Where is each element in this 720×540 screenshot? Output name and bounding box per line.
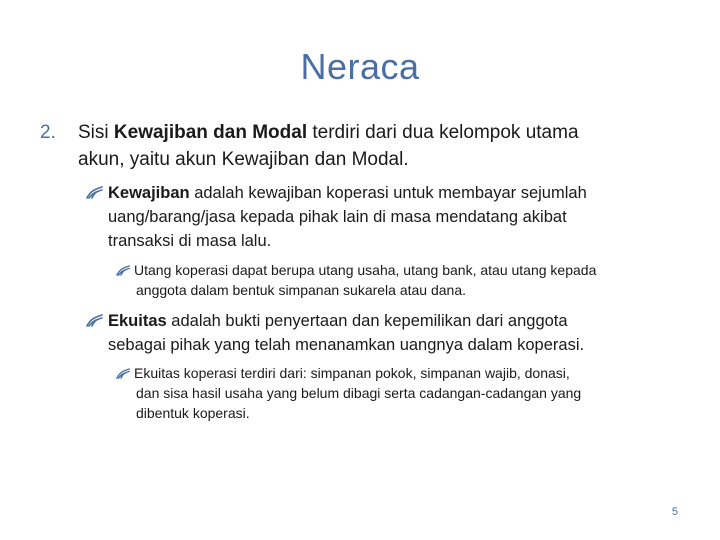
ekuitas-sub-line2: dan sisa hasil usaha yang belum dibagi serta cadangan-cadangan yang xyxy=(136,385,582,401)
kewajiban-line1: adalah kewajiban koperasi untuk membayar sejumlah xyxy=(189,184,587,202)
swirl-bullet-icon xyxy=(86,314,108,328)
ekuitas-sub-line1: Ekuitas koperasi terdiri dari: simpanan pokok, simpanan wajib, donasi, xyxy=(134,365,570,381)
item-text-line2: akun, yaitu akun Kewajiban dan Modal. xyxy=(78,149,409,170)
bullet-ekuitas xyxy=(86,309,696,357)
bullet-kewajiban xyxy=(86,181,696,253)
numbered-item xyxy=(40,119,680,173)
item-text-pre: Sisi xyxy=(78,122,114,143)
kewajiban-line3: transaksi di masa lalu. xyxy=(108,232,272,250)
item-number: 2. xyxy=(40,122,56,143)
ekuitas-term: Ekuitas xyxy=(108,312,167,330)
slide-title: Neraca xyxy=(300,46,420,87)
item-text xyxy=(78,119,680,173)
ekuitas-line1: adalah bukti penyertaan dan kepemilikan dari anggota xyxy=(166,312,568,330)
item-text-bold: Kewajiban dan Modal xyxy=(113,122,308,143)
ekuitas-line2: sebagai pihak yang telah menanamkan uangnya dalam koperasi. xyxy=(108,336,585,354)
page-number: 5 xyxy=(671,506,678,518)
swirl-bullet-icon xyxy=(86,186,108,200)
sub-bullet-ekuitas xyxy=(116,363,696,423)
kewajiban-line2: uang/barang/jasa kepada pihak lain di masa mendatang akibat xyxy=(108,208,567,226)
swirl-bullet-icon xyxy=(116,265,134,277)
utang-line1: Utang koperasi dapat berupa utang usaha, utang bank, atau utang kepada xyxy=(134,262,597,278)
ekuitas-sub-line3: dibentuk koperasi. xyxy=(136,405,250,421)
swirl-bullet-icon xyxy=(116,368,134,380)
utang-line2: anggota dalam bentuk simpanan sukarela atau dana. xyxy=(136,282,467,298)
item-text-post: terdiri dari dua kelompok utama xyxy=(307,122,579,143)
sub-bullet-utang xyxy=(116,260,696,300)
kewajiban-term: Kewajiban xyxy=(108,184,190,202)
